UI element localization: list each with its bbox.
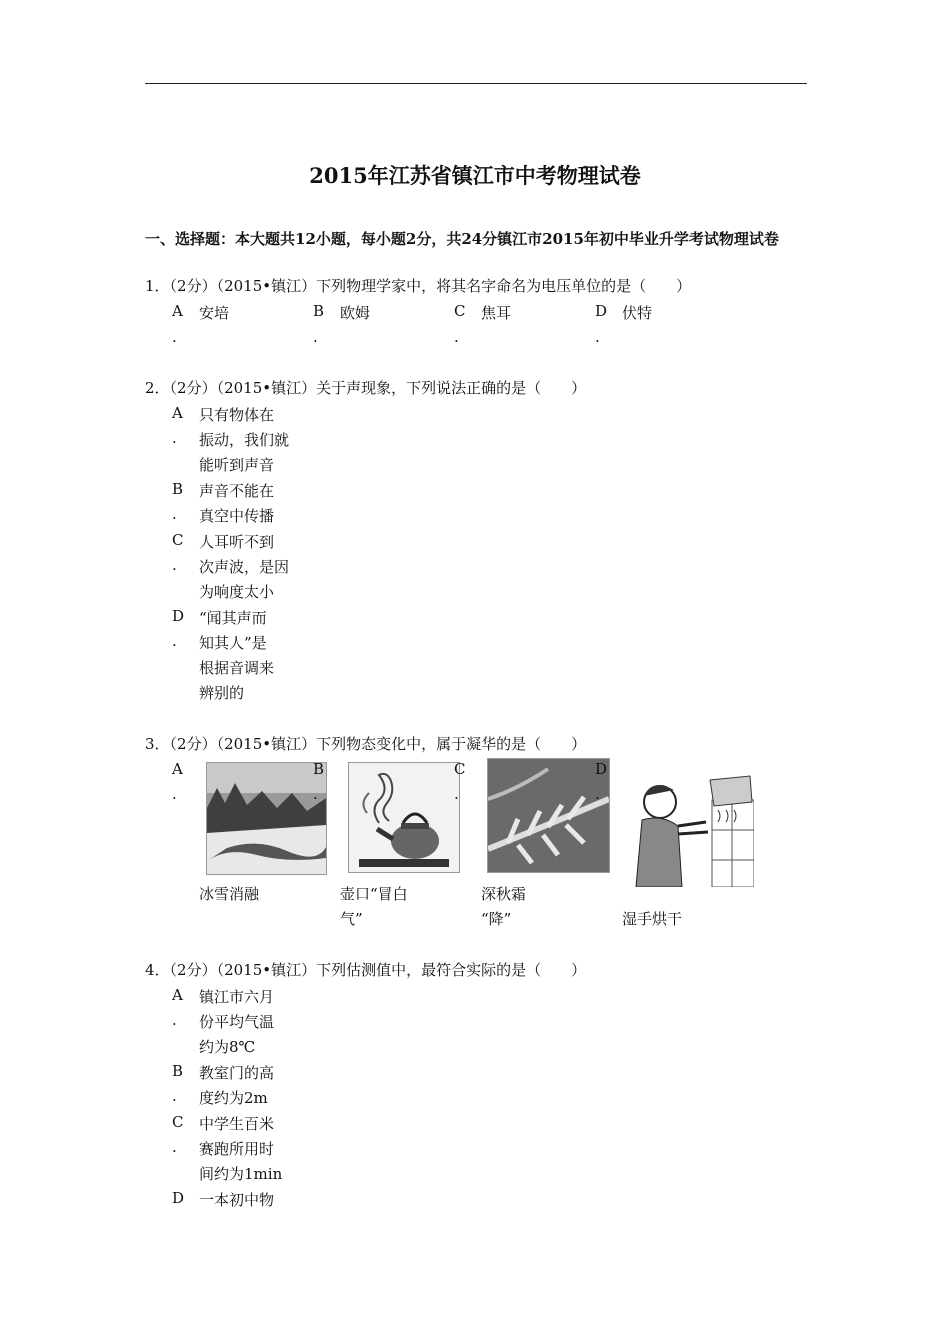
- option-dot: .: [172, 328, 177, 346]
- question-number: 2．: [145, 379, 170, 397]
- option-letter: C: [454, 302, 466, 320]
- option-letter: A: [172, 302, 183, 320]
- question-stem: 下列估测值中，最符合实际的是（ ）: [316, 961, 587, 979]
- option-letter: C: [172, 531, 184, 549]
- option-line: 中学生百米: [199, 1115, 275, 1133]
- section-heading: 一、选择题：本大题共12小题，每小题2分，共24分镇江市2015年初中毕业升学考试物理试卷: [145, 230, 779, 248]
- option-dot: .: [172, 1138, 177, 1156]
- option-line: 振动，我们就: [199, 431, 290, 449]
- option-line: 真空中传播: [199, 507, 275, 525]
- question-score: （2分）: [169, 277, 217, 295]
- option-line: 间约为1min: [199, 1165, 283, 1183]
- option-dot: .: [172, 505, 177, 523]
- kettle-steam-image: [348, 762, 460, 873]
- question-number: 4．: [145, 961, 170, 979]
- option-dot: .: [595, 785, 600, 803]
- frost-branch-image: [487, 758, 610, 873]
- option-letter: C: [172, 1113, 184, 1131]
- option-line: 一本初中物: [199, 1191, 275, 1209]
- option-line: 辨别的: [199, 684, 245, 702]
- option-dot: .: [172, 785, 177, 803]
- option-line: 声音不能在: [199, 482, 275, 500]
- question-1: [145, 275, 691, 296]
- option-line: 为响度太小: [199, 583, 275, 601]
- option-text: 欧姆: [340, 304, 371, 322]
- option-dot: .: [172, 1087, 177, 1105]
- page-title: 2015年江苏省镇江市中考物理试卷: [309, 163, 641, 188]
- option-line: 度约为2m: [199, 1089, 268, 1107]
- option-letter: A: [172, 404, 183, 422]
- option-letter: C: [454, 760, 466, 778]
- question-source: （2015•镇江）: [216, 379, 317, 397]
- option-line: 能听到声音: [199, 456, 275, 474]
- option-line: 人耳听不到: [199, 533, 275, 551]
- option-letter: A: [172, 986, 183, 1004]
- header-rule: [145, 83, 807, 84]
- option-text: 焦耳: [481, 304, 512, 322]
- option-dot: .: [172, 556, 177, 574]
- question-score: （2分）: [169, 735, 217, 753]
- snow-melting-image: [206, 762, 327, 875]
- option-dot: .: [313, 328, 318, 346]
- option-line: 次声波，是因: [199, 558, 290, 576]
- question-score: （2分）: [169, 379, 217, 397]
- option-caption: 壶口“冒白: [340, 885, 408, 903]
- option-caption: “降”: [481, 910, 512, 928]
- question-source: （2015•镇江）: [216, 735, 317, 753]
- option-letter: D: [595, 760, 608, 778]
- option-caption: 气”: [340, 910, 363, 928]
- option-line: 教室门的高: [199, 1064, 275, 1082]
- option-dot: .: [454, 785, 459, 803]
- option-line: 根据音调来: [199, 659, 275, 677]
- option-caption: 冰雪消融: [199, 885, 260, 903]
- option-letter: D: [172, 1189, 185, 1207]
- question-number: 1．: [145, 277, 170, 295]
- question-number: 3．: [145, 735, 170, 753]
- option-letter: D: [172, 607, 185, 625]
- option-caption: 湿手烘干: [622, 910, 683, 928]
- question-source: （2015•镇江）: [216, 961, 317, 979]
- option-text: 安培: [199, 304, 230, 322]
- option-dot: .: [595, 328, 600, 346]
- option-letter: B: [313, 302, 325, 320]
- option-line: 份平均气温: [199, 1013, 275, 1031]
- option-dot: .: [313, 785, 318, 803]
- option-line: 约为8℃: [199, 1038, 256, 1056]
- option-letter: B: [172, 480, 184, 498]
- option-line: 镇江市六月: [199, 988, 275, 1006]
- question-3: [145, 733, 586, 754]
- question-stem: 关于声现象，下列说法正确的是（ ）: [316, 379, 587, 397]
- hand-dryer-image: [632, 770, 754, 887]
- option-line: 只有物体在: [199, 406, 275, 424]
- question-score: （2分）: [169, 961, 217, 979]
- option-line: 赛跑所用时: [199, 1140, 275, 1158]
- option-dot: .: [172, 1011, 177, 1029]
- option-letter: A: [172, 760, 183, 778]
- option-letter: B: [172, 1062, 184, 1080]
- question-stem: 下列物态变化中，属于凝华的是（ ）: [316, 735, 587, 753]
- option-dot: .: [172, 632, 177, 650]
- option-line: 知其人”是: [199, 634, 267, 652]
- question-source: （2015•镇江）: [216, 277, 317, 295]
- option-caption: 深秋霜: [481, 885, 527, 903]
- option-letter: B: [313, 760, 325, 778]
- option-text: 伏特: [622, 304, 653, 322]
- option-line: “闻其声而: [199, 609, 267, 627]
- question-2: [145, 377, 586, 398]
- option-letter: D: [595, 302, 608, 320]
- question-stem: 下列物理学家中，将其名字命名为电压单位的是（ ）: [316, 277, 692, 295]
- question-4: [145, 959, 586, 980]
- option-dot: .: [454, 328, 459, 346]
- option-dot: .: [172, 429, 177, 447]
